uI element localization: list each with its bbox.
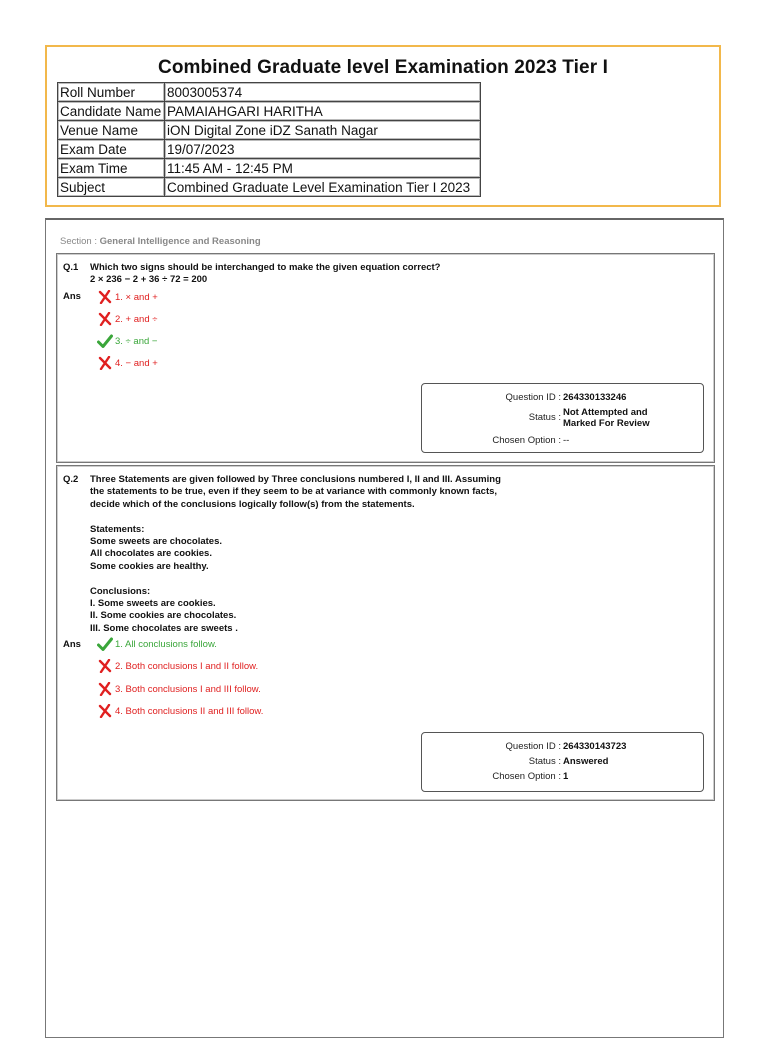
question-line: I. Some sweets are cookies. bbox=[90, 598, 216, 610]
question-line: decide which of the conclusions logically follow(s) from the statements. bbox=[90, 498, 415, 510]
option-text: 3. ÷ and − bbox=[115, 335, 158, 347]
chosen-option-row bbox=[422, 435, 703, 446]
table-row bbox=[58, 178, 481, 197]
status-row bbox=[422, 756, 703, 767]
question-line: All chocolates are cookies. bbox=[90, 548, 212, 560]
ans-label: Ans bbox=[63, 639, 81, 650]
question-id-label: Question ID : bbox=[505, 392, 561, 403]
option-text: 2. Both conclusions I and II follow. bbox=[115, 660, 259, 672]
status-line: Marked For Review bbox=[563, 418, 650, 429]
row-value: PAMAIAHGARI HARITHA bbox=[165, 102, 481, 121]
question-line: Some sweets are chocolates. bbox=[90, 536, 223, 548]
option-text: 2. + and ÷ bbox=[115, 313, 158, 325]
chosen-option-label: Chosen Option : bbox=[492, 771, 561, 782]
option-text: 3. Both conclusions I and III follow. bbox=[115, 683, 261, 695]
table-row bbox=[58, 159, 481, 178]
question-line bbox=[90, 511, 530, 523]
row-label: Exam Date bbox=[58, 140, 165, 159]
chosen-option-value: -- bbox=[563, 435, 570, 446]
question-id-value: 264330143723 bbox=[563, 741, 627, 752]
option-text: 4. − and + bbox=[115, 357, 158, 369]
table-row bbox=[58, 140, 481, 159]
row-value: 8003005374 bbox=[165, 83, 481, 102]
question-card-2 bbox=[56, 465, 715, 801]
question-line: the statements to be true, even if they seem to be at variance with commonly known facts, bbox=[90, 486, 498, 498]
question-card-1 bbox=[56, 253, 715, 463]
option-3 bbox=[97, 334, 157, 348]
option-2 bbox=[97, 659, 258, 673]
exam-header bbox=[45, 45, 721, 207]
row-label: Venue Name bbox=[58, 121, 165, 140]
row-value: 19/07/2023 bbox=[165, 140, 481, 159]
question-text bbox=[90, 474, 530, 635]
status-label: Status : bbox=[528, 756, 561, 767]
question-id-row bbox=[422, 741, 703, 752]
option-2 bbox=[97, 312, 157, 326]
candidate-info-table bbox=[57, 82, 481, 197]
section-prefix: Section : bbox=[60, 236, 100, 247]
chosen-option-value: 1 bbox=[563, 771, 569, 782]
option-text: 4. Both conclusions II and III follow. bbox=[115, 705, 264, 717]
chosen-option-label: Chosen Option : bbox=[492, 435, 561, 446]
table-row bbox=[58, 83, 481, 102]
row-label: Exam Time bbox=[58, 159, 165, 178]
question-line bbox=[90, 573, 530, 585]
question-id-row bbox=[422, 392, 703, 403]
question-text bbox=[90, 262, 530, 287]
status-value: Answered bbox=[563, 756, 609, 767]
exam-title: Combined Graduate level Examination 2023 Tier I bbox=[158, 57, 608, 78]
cross-icon bbox=[97, 290, 113, 304]
checkmark-icon bbox=[97, 637, 113, 651]
question-line: Statements: bbox=[90, 523, 145, 535]
checkmark-icon bbox=[97, 334, 113, 348]
question-number: Q.1 bbox=[63, 262, 79, 273]
section-label bbox=[60, 236, 261, 247]
cross-icon bbox=[97, 356, 113, 370]
row-label: Roll Number bbox=[58, 83, 165, 102]
table-row bbox=[58, 102, 481, 121]
option-1 bbox=[97, 637, 217, 651]
row-value: 11:45 AM - 12:45 PM bbox=[165, 159, 481, 178]
cross-icon bbox=[97, 659, 113, 673]
cross-icon bbox=[97, 704, 113, 718]
cross-icon bbox=[97, 682, 113, 696]
question-info-card bbox=[421, 732, 704, 792]
question-line: II. Some cookies are chocolates. bbox=[90, 610, 237, 622]
section-name: General Intelligence and Reasoning bbox=[99, 236, 261, 247]
chosen-option-row bbox=[422, 771, 703, 782]
question-line: 2 × 236 − 2 + 36 ÷ 72 = 200 bbox=[90, 274, 208, 286]
cross-icon bbox=[97, 312, 113, 326]
table-row bbox=[58, 121, 481, 140]
question-line: Which two signs should be interchanged to make the given equation correct? bbox=[90, 262, 441, 273]
status-value bbox=[563, 407, 663, 429]
option-text: 1. All conclusions follow. bbox=[115, 638, 217, 650]
question-line: Three Statements are given followed by Three conclusions numbered I, II and III. Assuming bbox=[90, 474, 501, 485]
option-4 bbox=[97, 704, 263, 718]
question-id-value: 264330133246 bbox=[563, 392, 627, 403]
question-number: Q.2 bbox=[63, 474, 79, 485]
option-4 bbox=[97, 356, 158, 370]
row-value: iON Digital Zone iDZ Sanath Nagar bbox=[165, 121, 481, 140]
row-label: Subject bbox=[58, 178, 165, 197]
question-line: III. Some chocolates are sweets . bbox=[90, 622, 238, 634]
row-label: Candidate Name bbox=[58, 102, 165, 121]
status-label: Status : bbox=[528, 412, 561, 423]
status-line: Not Attempted and bbox=[563, 407, 648, 418]
option-text: 1. × and + bbox=[115, 291, 158, 303]
option-3 bbox=[97, 682, 261, 696]
question-info-card bbox=[421, 383, 704, 453]
ans-label: Ans bbox=[63, 291, 81, 302]
question-page bbox=[45, 218, 724, 1038]
question-id-label: Question ID : bbox=[505, 741, 561, 752]
row-value: Combined Graduate Level Examination Tier I 2023 bbox=[165, 178, 481, 197]
status-row bbox=[422, 407, 703, 429]
option-1 bbox=[97, 290, 158, 304]
question-line: Conclusions: bbox=[90, 585, 151, 597]
question-line: Some cookies are healthy. bbox=[90, 560, 209, 572]
